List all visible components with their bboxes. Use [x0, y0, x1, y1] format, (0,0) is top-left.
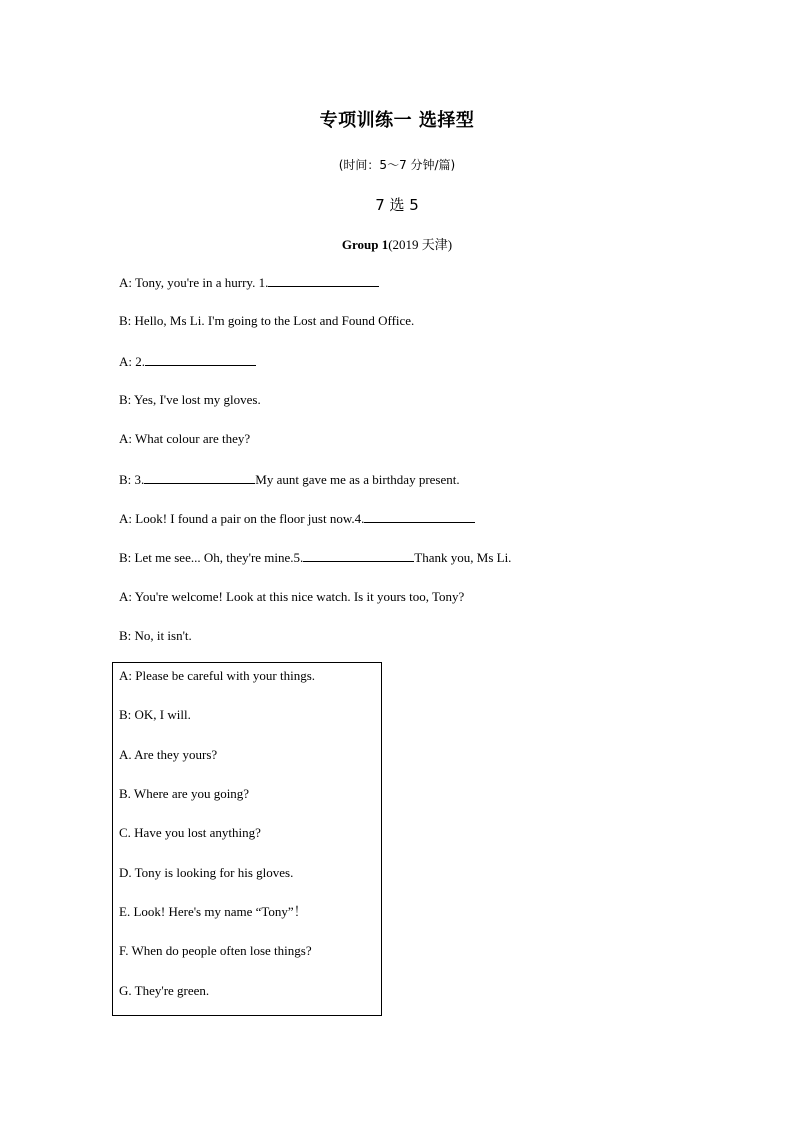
dialogue-line [119, 273, 379, 292]
dialogue-text: A: You're welcome! Look at this nice watch. Is it yours too, Tony? [119, 589, 465, 604]
dialogue-text-after: Thank you, Ms Li. [414, 550, 512, 565]
dialogue-text: B: No, it isn't. [119, 628, 192, 643]
dialogue-line [119, 312, 414, 330]
answer-blank-3[interactable] [144, 470, 255, 484]
dialogue-text: A: Tony, you're in a hurry. 1. [119, 275, 269, 290]
dialogue-line [119, 548, 511, 567]
dialogue-line [119, 627, 192, 645]
group-heading [0, 234, 794, 253]
group-source: (2019 天津) [388, 237, 453, 252]
answer-blank-1[interactable] [268, 273, 379, 287]
answer-blank-5[interactable] [303, 548, 414, 562]
dialogue-text: A: 2. [119, 354, 145, 369]
group-label: Group 1 [341, 237, 389, 252]
dialogue-text: A: Look! I found a pair on the floor just now.4. [119, 511, 365, 526]
dialogue-line [119, 352, 256, 371]
dialogue-text-after: My aunt gave me as a birthday present. [255, 472, 460, 487]
dialogue-text: A: What colour are they? [119, 431, 251, 446]
option-item: A. Are they yours? [119, 747, 218, 762]
option-item: F. When do people often lose things? [119, 943, 312, 958]
dialogue-text: B: 3. [119, 472, 145, 487]
section-heading: 7 选 5 [375, 196, 419, 214]
option-item: C. Have you lost anything? [119, 825, 261, 840]
dialogue-line [119, 588, 464, 606]
dialogue-text: B: Hello, Ms Li. I'm going to the Lost and Found Office. [119, 313, 415, 328]
option-item: B. Where are you going? [119, 786, 250, 801]
option-item: G. They're green. [119, 983, 210, 998]
option-item: D. Tony is looking for his gloves. [119, 865, 294, 880]
option-item: E. Look! Here's my name “Tony”！ [119, 904, 307, 919]
dialogue-text: B: Yes, I've lost my gloves. [119, 392, 261, 407]
option-item: A: Please be careful with your things. [119, 668, 316, 683]
answer-blank-2[interactable] [145, 352, 256, 366]
dialogue-line [119, 391, 261, 409]
option-item: B: OK, I will. [119, 707, 191, 722]
dialogue-line [119, 470, 460, 489]
dialogue-line [119, 509, 475, 528]
dialogue-line [119, 430, 250, 448]
page-title: 专项训练一 选择型 [319, 110, 475, 131]
dialogue-text: B: Let me see... Oh, they're mine.5. [119, 550, 304, 565]
answer-blank-4[interactable] [364, 509, 475, 523]
time-note: (时间：5～7 分钟/篇) [338, 158, 456, 172]
